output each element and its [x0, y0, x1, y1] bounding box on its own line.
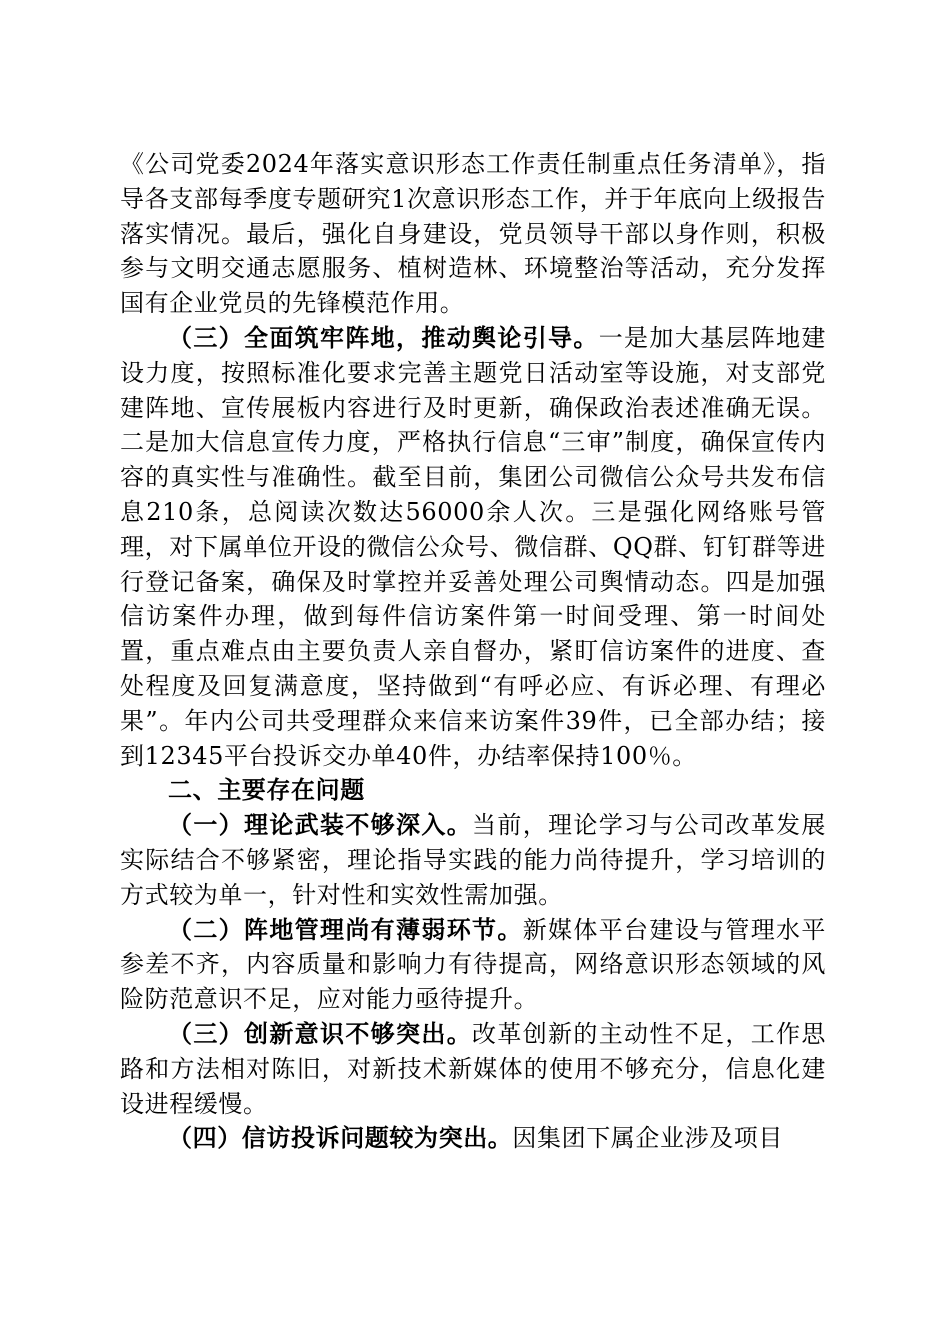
paragraph-text: 改革创新的主动性不足，工作思路和方法相对陈旧，对新技术新媒体的使用不够充分，信息化建设进程缓慢。: [120, 1019, 826, 1118]
paragraph-problem-3: [120, 1017, 826, 1121]
paragraph-problem-1: [120, 808, 826, 912]
paragraph-lead: （二）阵地管理尚有薄弱环节。: [168, 914, 523, 944]
paragraph-lead: （三）全面筑牢阵地，推动舆论引导。: [168, 322, 599, 352]
paragraph-text: 一是加大基层阵地建设力度，按照标准化要求完善主题党日活动室等设施，对支部党建阵地、宣传展板内容进行及时更新，确保政治表述准确无误。二是加大信息宣传力度，严格执行信息“三审”制度，确保宣传内容的真实性与准确性。截至目前，集团公司微信公众号共发布信息210条，总阅读次数达56000余人次。三是强化网络账号管理，对下属单位开设的微信公众号、微信群、QQ群、钉钉群等进行登记备案，确保及时掌控并妥善处理公司舆情动态。四是加强信访案件办理，做到每件信访案件第一时间受理、第一时间处置，重点难点由主要负责人亲自督办，紧盯信访案件的进度、查处程度及回复满意度，坚持做到“有呼必应、有诉必理、有理必果”。年内公司共受理群众来信来访案件39件，已全部办结；接到12345平台投诉交办单40件，办结率保持100％。: [120, 323, 827, 770]
paragraph-continuation: 《公司党委2024年落实意识形态工作责任制重点任务清单》，指导各支部每季度专题研究1次意识形态工作，并于年底向上级报告落实情况。最后，强化自身建设，党员领导干部以身作则，积极参与文明交通志愿服务、植树造林、环境整治等活动，充分发挥国有企业党员的先锋模范作用。: [120, 150, 826, 318]
paragraph-section-3: [120, 321, 826, 773]
paragraph-text: 当前，理论学习与公司改革发展实际结合不够紧密，理论指导实践的能力尚待提升，学习培训的方式较为单一，针对性和实效性需加强。: [120, 811, 826, 909]
paragraph-lead: （四）信访投诉问题较为突出。: [168, 1123, 513, 1153]
paragraph-lead: （一）理论武装不够深入。: [168, 810, 473, 840]
paragraph-text: 新媒体平台建设与管理水平参差不齐，内容质量和影响力有待提高，网络意识形态领域的风险防范意识不足，应对能力亟待提升。: [120, 915, 826, 1014]
paragraph-problem-4: [120, 1121, 826, 1156]
document-body: [120, 147, 826, 1156]
paragraph-lead: （三）创新意识不够突出。: [168, 1018, 473, 1048]
paragraph-problem-2: [120, 913, 826, 1017]
section-heading: 二、主要存在问题: [168, 776, 365, 805]
paragraph-text: 因集团下属企业涉及项目: [512, 1124, 784, 1153]
